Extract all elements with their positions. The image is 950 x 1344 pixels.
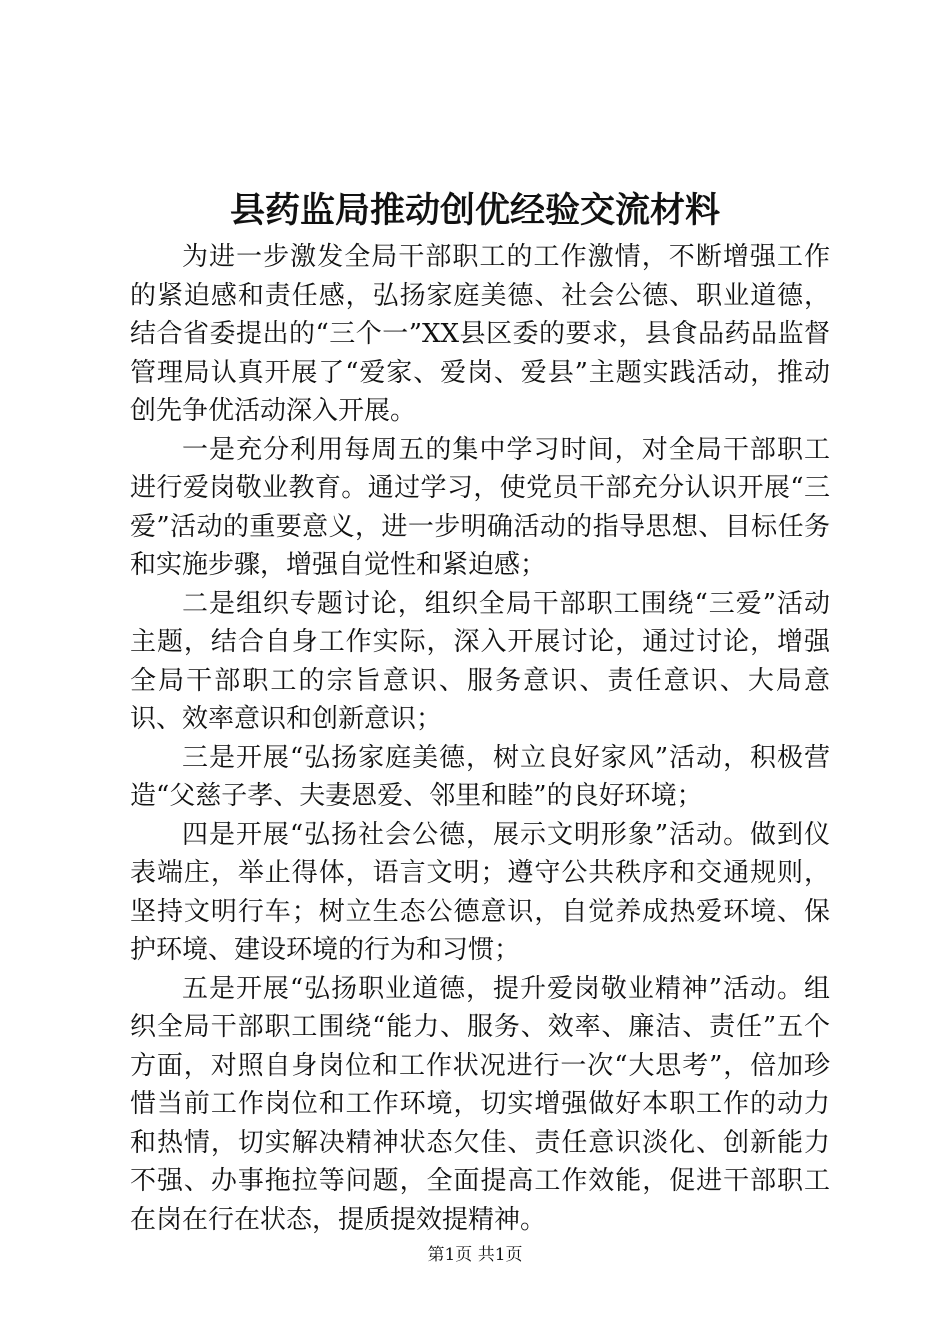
document-title: 县药监局推动创优经验交流材料 — [229, 190, 720, 231]
paragraph-item-2: 二是组织专题讨论，组织全局干部职工围绕“三爱”活动主题，结合自身工作实际，深入开展讨论，通过讨论，增强全局干部职工的宗旨意识、服务意识、责任意识、大局意识、效率意识和创新意识； — [130, 588, 830, 734]
paragraph-intro: 为进一步激发全局干部职工的工作激情，不断增强工作的紧迫感和责任感，弘扬家庭美德、社会公德、职业道德，结合省委提出的“三个一”XX县区委的要求，县食品药品监督管理局认真开展了“爱家、爱岗、爱县”主题实践活动，推动创先争优活动深入开展。 — [130, 242, 830, 426]
paragraph-item-4: 四是开展“弘扬社会公德，展示文明形象”活动。做到仪表端庄，举止得体，语言文明；遵守公共秩序和交通规则，坚持文明行车；树立生态公德意识，自觉养成热爱环境、保护环境、建设环境的行为和习惯； — [130, 819, 830, 965]
document-body — [130, 238, 830, 1239]
paragraph-item-1: 一是充分利用每周五的集中学习时间，对全局干部职工进行爱岗敬业教育。通过学习，使党员干部充分认识开展“三爱”活动的重要意义，进一步明确活动的指导思想、目标任务和实施步骤，增强自觉性和紧迫感； — [130, 434, 830, 580]
page-number-footer: 第1页 共1页 — [427, 1245, 523, 1265]
paragraph-item-3: 三是开展“弘扬家庭美德，树立良好家风”活动，积极营造“父慈子孝、夫妻恩爱、邻里和睦”的良好环境； — [130, 742, 830, 811]
paragraph-item-5: 五是开展“弘扬职业道德，提升爱岗敬业精神”活动。组织全局干部职工围绕“能力、服务、效率、廉洁、责任”五个方面，对照自身岗位和工作状况进行一次“大思考”，倍加珍惜当前工作岗位和工作环境，切实增强做好本职工作的动力和热情，切实解决精神状态欠佳、责任意识淡化、创新能力不强、办事拖拉等问题，全面提高工作效能，促进干部职工在岗在行在状态，提质提效提精神。 — [130, 973, 830, 1235]
